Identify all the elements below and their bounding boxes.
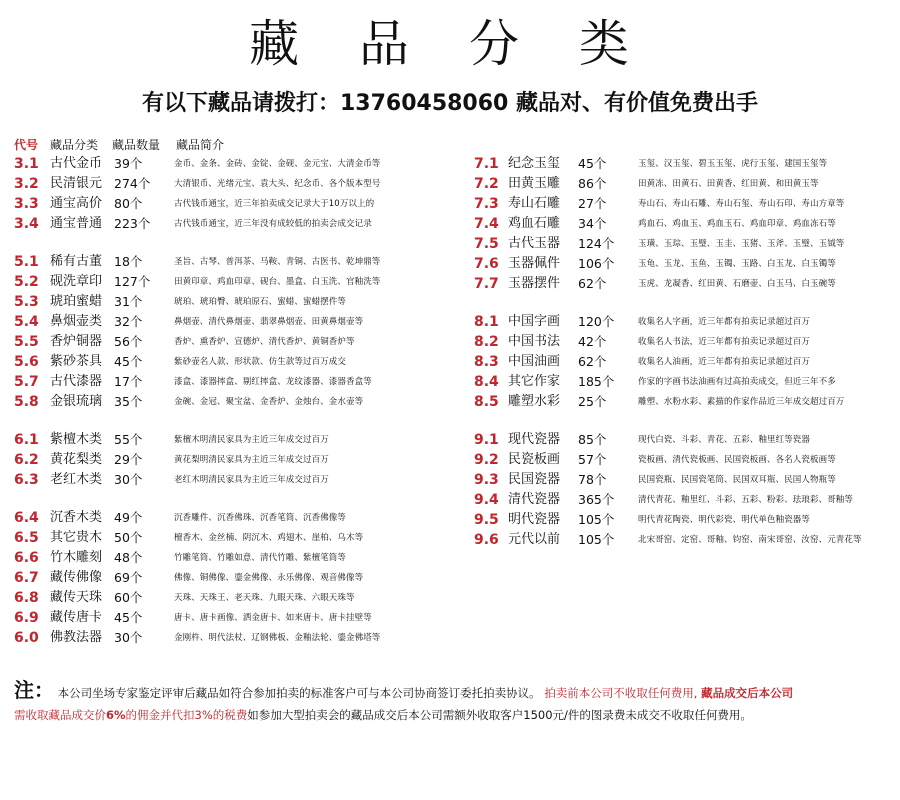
category-name: 纪念玉玺 <box>508 156 561 171</box>
group-spacer <box>14 490 464 508</box>
category-description: 收集名人字画，近三年都有拍卖记录超过百万 <box>638 317 811 327</box>
category-name: 沉香木类 <box>50 510 103 525</box>
category-row <box>474 490 894 510</box>
category-name: 田黄玉雕 <box>508 176 561 191</box>
category-description: 唐卡、唐卡画像、洒金唐卡、如来唐卡、唐卡挂壁等 <box>174 613 372 623</box>
category-code: 6.7 <box>14 570 39 586</box>
category-description: 金碗、金冠、聚宝盆、金香炉、金烛台、金水壶等 <box>174 397 364 407</box>
category-name: 民国瓷器 <box>508 472 561 487</box>
category-name: 紫砂茶具 <box>50 354 103 369</box>
category-code: 6.8 <box>14 590 39 606</box>
category-quantity: 85个 <box>578 432 607 447</box>
category-row <box>14 312 464 332</box>
footnote <box>14 679 890 726</box>
category-quantity: 34个 <box>578 216 607 231</box>
note-text-5: 6% <box>106 708 126 722</box>
category-code: 7.4 <box>474 216 499 232</box>
right-rows <box>474 154 894 550</box>
category-code: 7.7 <box>474 276 499 292</box>
category-row <box>474 450 894 470</box>
category-quantity: 365个 <box>578 492 615 507</box>
category-row <box>14 332 464 352</box>
category-description: 沉香雕件、沉香佛珠、沉香笔筒、沉香佛像等 <box>174 513 347 523</box>
category-quantity: 78个 <box>578 472 607 487</box>
category-description: 紫砂壶名人款、形状款、仿生款等过百万成交 <box>174 357 347 367</box>
category-row <box>14 352 464 372</box>
category-description: 玉龟、玉龙、玉鱼、玉镯、玉路、白玉龙、白玉镯等 <box>638 259 836 269</box>
category-name: 藏传佛像 <box>50 570 103 585</box>
category-description: 鼻烟壶、清代鼻烟壶、翡翠鼻烟壶、田黄鼻烟壶等 <box>174 317 364 327</box>
category-description: 古代钱币通宝，近三年拍卖成交记录大于10万以上的 <box>174 199 375 209</box>
category-name: 砚洗章印 <box>50 274 103 289</box>
category-row <box>14 470 464 490</box>
category-name: 通宝普通 <box>50 216 103 231</box>
category-name: 其它作家 <box>508 374 561 389</box>
category-code: 7.5 <box>474 236 499 252</box>
category-name: 玉器佩件 <box>508 256 561 271</box>
category-description: 作家的字画书法油画有过高拍卖成交，但近三年不多 <box>638 377 836 387</box>
category-quantity: 223个 <box>114 216 151 231</box>
category-name: 中国字画 <box>508 314 561 329</box>
category-code: 3.2 <box>14 176 39 192</box>
category-row <box>474 154 894 174</box>
category-name: 清代瓷器 <box>508 492 561 507</box>
category-name: 通宝高价 <box>50 196 103 211</box>
left-rows <box>14 154 464 648</box>
category-code: 5.3 <box>14 294 39 310</box>
category-name: 古代漆器 <box>50 374 103 389</box>
category-quantity: 42个 <box>578 334 607 349</box>
category-name: 古代金币 <box>50 156 103 171</box>
category-name: 鸡血石雕 <box>508 216 561 231</box>
category-row <box>474 332 894 352</box>
category-row <box>14 528 464 548</box>
category-quantity: 25个 <box>578 394 607 409</box>
note-label: 注： <box>14 678 54 702</box>
category-description: 收集名人书法，近三年都有拍卖记录超过百万 <box>638 337 811 347</box>
category-quantity: 27个 <box>578 196 607 211</box>
table-header <box>14 136 464 154</box>
category-description: 田黄印章、鸡血印章、砚台、墨盒、白玉洗、官釉洗等 <box>174 277 381 287</box>
category-quantity: 30个 <box>114 630 143 645</box>
category-row <box>14 372 464 392</box>
left-column <box>14 136 464 648</box>
category-description: 民国瓷瓶、民国瓷笔筒、民国双耳瓶、民国人物瓶等 <box>638 475 836 485</box>
category-code: 6.9 <box>14 610 39 626</box>
category-row <box>14 194 464 214</box>
category-description: 黄花梨明清民家具为主近三年成交过百万 <box>174 455 329 465</box>
category-quantity: 45个 <box>114 354 143 369</box>
note-text-1: 本公司坐场专家鉴定评审后藏品如符合参加拍卖的标准客户可与本公司协商签订委托拍卖协议。 <box>57 686 541 700</box>
category-row <box>14 450 464 470</box>
category-description: 檀香木、金丝楠、阴沉木、鸡翅木、崖柏、乌木等 <box>174 533 364 543</box>
category-name: 藏传天珠 <box>50 590 103 605</box>
category-name: 琥珀蜜蜡 <box>50 294 103 309</box>
category-quantity: 105个 <box>578 512 615 527</box>
category-quantity: 56个 <box>114 334 143 349</box>
category-name: 鼻烟壶类 <box>50 314 103 329</box>
category-row <box>474 234 894 254</box>
group-spacer <box>474 294 894 312</box>
category-code: 5.8 <box>14 394 39 410</box>
category-quantity: 62个 <box>578 354 607 369</box>
category-quantity: 30个 <box>114 472 143 487</box>
category-code: 5.1 <box>14 254 39 270</box>
category-description: 琥珀、琥珀臀、琥珀原石、蜜蜡、蜜蜡摆件等 <box>174 297 347 307</box>
page-title: 藏 品 分 类 <box>249 15 651 73</box>
category-code: 6.0 <box>14 630 39 646</box>
category-description: 金币、金条、金砖、金锭、金砚、金元宝、大清金币等 <box>174 159 381 169</box>
category-row <box>14 272 464 292</box>
category-quantity: 18个 <box>114 254 143 269</box>
category-row <box>14 608 464 628</box>
header-description: 藏品简介 <box>176 138 225 152</box>
category-name: 民清银元 <box>50 176 103 191</box>
category-code: 7.1 <box>474 156 499 172</box>
category-code: 5.4 <box>14 314 39 330</box>
category-name: 中国油画 <box>508 354 561 369</box>
category-name: 古代玉器 <box>508 236 561 251</box>
category-name: 紫檀木类 <box>50 432 103 447</box>
category-name: 稀有古董 <box>50 254 103 269</box>
category-code: 6.4 <box>14 510 39 526</box>
category-description: 明代青花陶瓷、明代彩瓷、明代单色釉瓷器等 <box>638 515 811 525</box>
category-name: 藏传唐卡 <box>50 610 103 625</box>
right-column <box>474 154 894 550</box>
category-row <box>474 194 894 214</box>
category-row <box>14 628 464 648</box>
category-description: 漆盒、漆器摔盒、剔红摔盒、龙纹漆器、漆器香盒等 <box>174 377 372 387</box>
category-description: 玉虎、龙凝香、红田黄、石磨壶、白玉马、白玉碗等 <box>638 279 836 289</box>
category-description: 老红木明清民家具为主近三年成交过百万 <box>174 475 329 485</box>
category-code: 5.5 <box>14 334 39 350</box>
category-quantity: 55个 <box>114 432 143 447</box>
category-quantity: 29个 <box>114 452 143 467</box>
category-row <box>14 174 464 194</box>
category-row <box>14 588 464 608</box>
category-quantity: 127个 <box>114 274 151 289</box>
category-quantity: 105个 <box>578 532 615 547</box>
category-code: 5.6 <box>14 354 39 370</box>
category-description: 大清银币、光绪元宝、袁大头、纪念币、各个版本型号 <box>174 179 381 189</box>
category-row <box>474 510 894 530</box>
category-name: 雕塑水彩 <box>508 394 561 409</box>
category-code: 8.2 <box>474 334 499 350</box>
category-quantity: 17个 <box>114 374 143 389</box>
category-code: 7.3 <box>474 196 499 212</box>
category-description: 紫檀木明清民家具为主近三年成交过百万 <box>174 435 329 445</box>
category-name: 民瓷板画 <box>508 452 561 467</box>
category-quantity: 49个 <box>114 510 143 525</box>
group-spacer <box>474 412 894 430</box>
category-row <box>474 274 894 294</box>
category-name: 现代瓷器 <box>508 432 561 447</box>
category-description: 清代青花、釉里红、斗彩、五彩、粉彩、珐琅彩、哥釉等 <box>638 495 854 505</box>
category-code: 8.3 <box>474 354 499 370</box>
category-code: 6.5 <box>14 530 39 546</box>
category-description: 金刚杵、明代法杖、辽钢佛板、金釉法轮、鎏金佛塔等 <box>174 633 381 643</box>
category-row <box>474 174 894 194</box>
header-code: 代号 <box>14 138 39 152</box>
category-row <box>474 392 894 412</box>
note-text-6: 的佣金并代扣3%的税费 <box>125 708 248 722</box>
category-quantity: 274个 <box>114 176 151 191</box>
category-name: 金银琉璃 <box>50 394 103 409</box>
category-row <box>14 568 464 588</box>
category-code: 9.6 <box>474 532 499 548</box>
category-quantity: 50个 <box>114 530 143 545</box>
category-name: 中国书法 <box>508 334 561 349</box>
category-row <box>474 352 894 372</box>
category-description: 玉璜、玉琮、玉璧、玉圭、玉猪、玉斧、玉璧、玉钺等 <box>638 239 845 249</box>
category-description: 瓷板画、清代瓷板画、民国瓷板画、各名人瓷板画等 <box>638 455 836 465</box>
category-quantity: 120个 <box>578 314 615 329</box>
category-quantity: 45个 <box>578 156 607 171</box>
category-description: 雕塑、水粉水彩、素描的作家作品近三年成交超过百万 <box>638 397 845 407</box>
category-code: 6.3 <box>14 472 39 488</box>
category-description: 天珠、天珠王、老天珠、九眼天珠、六眼天珠等 <box>174 593 355 603</box>
category-row <box>14 508 464 528</box>
group-spacer <box>14 234 464 252</box>
category-quantity: 57个 <box>578 452 607 467</box>
category-quantity: 69个 <box>114 570 143 585</box>
note-text-2: 拍卖前本公司不收取任何费用, <box>544 686 698 700</box>
category-quantity: 48个 <box>114 550 143 565</box>
category-quantity: 185个 <box>578 374 615 389</box>
category-quantity: 106个 <box>578 256 615 271</box>
category-row <box>14 392 464 412</box>
category-description: 香炉、熏香炉、宣德炉、清代香炉、黄铜香炉等 <box>174 337 355 347</box>
category-quantity: 39个 <box>114 156 143 171</box>
contact-subtitle: 有以下藏品请拨打：13760458060 藏品对、有价值免费出手 <box>141 91 759 116</box>
category-description: 鸡血石、鸡血玉、鸡血玉石、鸡血印章、鸡血冻石等 <box>638 219 836 229</box>
category-description: 现代白瓷、斗彩、青花、五彩、釉里红等瓷器 <box>638 435 811 445</box>
category-name: 玉器摆件 <box>508 276 561 291</box>
category-row <box>474 312 894 332</box>
category-code: 9.5 <box>474 512 499 528</box>
category-code: 7.6 <box>474 256 499 272</box>
category-row <box>474 530 894 550</box>
category-description: 田黄冻、田黄石、田黄香、红田黄、和田黄玉等 <box>638 179 819 189</box>
category-code: 3.4 <box>14 216 39 232</box>
category-row <box>474 254 894 274</box>
category-code: 3.1 <box>14 156 39 172</box>
category-row <box>14 548 464 568</box>
category-quantity: 80个 <box>114 196 143 211</box>
category-code: 9.3 <box>474 472 499 488</box>
header-category: 藏品分类 <box>50 138 99 152</box>
category-name: 老红木类 <box>50 472 103 487</box>
category-code: 6.6 <box>14 550 39 566</box>
category-row <box>14 154 464 174</box>
category-description: 收集名人油画，近三年都有拍卖记录超过百万 <box>638 357 811 367</box>
category-row <box>14 252 464 272</box>
category-code: 5.7 <box>14 374 39 390</box>
header-quantity: 藏品数量 <box>112 138 161 152</box>
category-description: 佛像、铜佛像、鎏金佛像、永乐佛像、观音佛像等 <box>174 573 364 583</box>
note-text-7: 如参加大型拍卖会的藏品成交后本公司需额外收取客户1500元/件的图录费未成交不收取任何费用。 <box>247 708 752 722</box>
category-row <box>474 470 894 490</box>
category-row <box>474 430 894 450</box>
category-quantity: 86个 <box>578 176 607 191</box>
category-code: 7.2 <box>474 176 499 192</box>
category-name: 香炉铜器 <box>50 334 103 349</box>
category-code: 8.1 <box>474 314 499 330</box>
note-text-3: 藏品成交后本公司 <box>701 686 794 700</box>
group-spacer <box>14 412 464 430</box>
category-name: 元代以前 <box>508 532 561 547</box>
category-quantity: 31个 <box>114 294 143 309</box>
category-description: 古代钱币通宝，近三年没有成较低的拍卖会成交记录 <box>174 219 372 229</box>
category-name: 其它贵木 <box>50 530 103 545</box>
category-quantity: 45个 <box>114 610 143 625</box>
category-code: 8.5 <box>474 394 499 410</box>
category-row <box>474 372 894 392</box>
category-description: 北宋哥窑、定窑、哥釉、钧窑、南宋哥窑、汝窑、元青花等 <box>638 535 862 545</box>
category-name: 黄花梨类 <box>50 452 103 467</box>
category-row <box>14 292 464 312</box>
category-description: 玉玺、汉玉玺、碧玉玉玺、虎行玉玺、建国玉玺等 <box>638 159 828 169</box>
note-text-4: 需收取藏品成交价 <box>14 708 106 722</box>
category-name: 寿山石雕 <box>508 196 561 211</box>
category-row <box>14 214 464 234</box>
category-code: 9.4 <box>474 492 499 508</box>
category-row <box>474 214 894 234</box>
category-quantity: 60个 <box>114 590 143 605</box>
category-code: 6.2 <box>14 452 39 468</box>
category-quantity: 62个 <box>578 276 607 291</box>
category-description: 圣旨、古琴、普洱茶、马鞍、青铜、古医书、乾坤鼎等 <box>174 257 381 267</box>
category-code: 5.2 <box>14 274 39 290</box>
category-quantity: 32个 <box>114 314 143 329</box>
category-row <box>14 430 464 450</box>
category-code: 9.2 <box>474 452 499 468</box>
category-quantity: 35个 <box>114 394 143 409</box>
category-name: 明代瓷器 <box>508 512 561 527</box>
category-description: 寿山石、寿山石雕、寿山石玺、寿山石印、寿山方章等 <box>638 199 845 209</box>
category-name: 佛教法器 <box>50 630 103 645</box>
category-description: 竹雕笔筒、竹雕如意、清代竹雕、紫檀笔筒等 <box>174 553 347 563</box>
category-code: 9.1 <box>474 432 499 448</box>
category-quantity: 124个 <box>578 236 615 251</box>
category-code: 3.3 <box>14 196 39 212</box>
category-name: 竹木雕刻 <box>50 550 103 565</box>
category-code: 8.4 <box>474 374 499 390</box>
category-code: 6.1 <box>14 432 39 448</box>
